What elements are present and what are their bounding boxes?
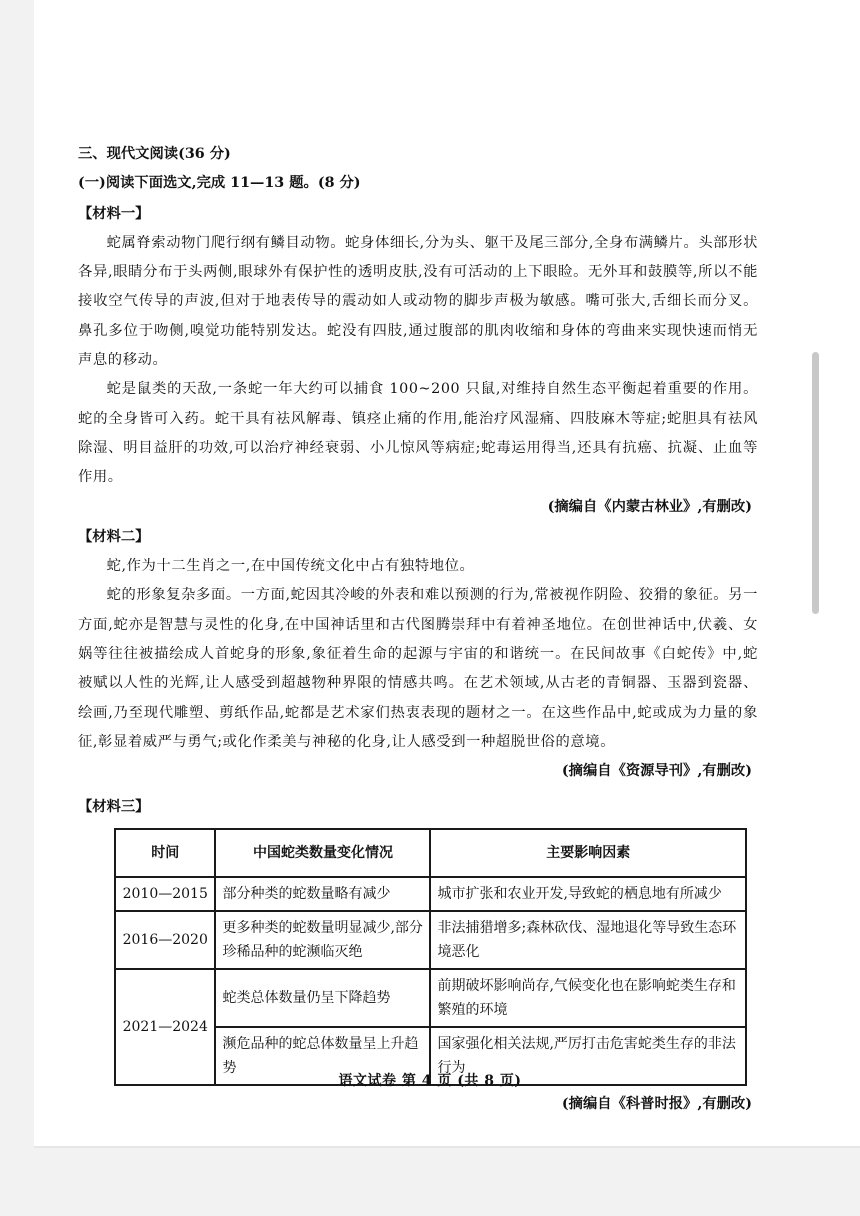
table-header-cell: 时间 <box>115 829 215 877</box>
table-cell-factor: 国家强化相关法规,严厉打击危害蛇类生存的非法行为 <box>430 1027 746 1085</box>
page-content <box>78 140 758 1119</box>
table-cell-change: 更多种类的蛇数量明显减少,部分珍稀品种的蛇濒临灭绝 <box>215 911 430 969</box>
material3-source: (摘编自《科普时报》,有删改) <box>561 1095 752 1112</box>
table-row <box>115 877 746 911</box>
table-cell-time: 2016—2020 <box>115 911 215 969</box>
table-cell-factor: 城市扩张和农业开发,导致蛇的栖息地有所减少 <box>430 877 746 911</box>
page-footer: 语文试卷 第 4 页 (共 8 页) <box>338 1073 522 1089</box>
material2-title: 【材料二】 <box>78 528 150 545</box>
table-cell-factor: 非法捕猎增多;森林砍伐、湿地退化等导致生态环境恶化 <box>430 911 746 969</box>
table-cell-change: 蛇类总体数量仍呈下降趋势 <box>215 969 430 1027</box>
material1-title: 【材料一】 <box>78 205 150 222</box>
table-cell-time: 2021—2024 <box>115 969 215 1085</box>
table-header-cell: 中国蛇类数量变化情况 <box>215 829 430 877</box>
table-header-row <box>115 829 746 877</box>
material1-source: (摘编自《内蒙古林业》,有删改) <box>547 498 752 515</box>
scrollbar-thumb[interactable] <box>812 352 819 614</box>
material1-paragraph: 蛇属脊索动物门爬行纲有鳞目动物。蛇身体细长,分为头、躯干及尾三部分,全身布满鳞片。头部形状各异,眼睛分布于头两侧,眼球外有保护性的透明皮肤,没有可活动的上下眼睑。无外耳和鼓膜等,所以不能接收空气传导的声波,但对于地表传导的震动如人或动物的脚步声极为敏感。嘴可张大,舌细长而分叉。鼻孔多位于吻侧,嗅觉功能特别发达。蛇没有四肢,通过腹部的肌肉收缩和身体的弯曲来实现快速而悄无声息的移动。 <box>78 234 758 369</box>
table-row <box>115 911 746 969</box>
table-cell-factor: 前期破坏影响尚存,气候变化也在影响蛇类生存和繁殖的环境 <box>430 969 746 1027</box>
material2-paragraph: 蛇,作为十二生肖之一,在中国传统文化中占有独特地位。 <box>106 558 475 575</box>
section-heading: 三、现代文阅读(36 分) <box>78 146 231 162</box>
table-header-cell: 主要影响因素 <box>430 829 746 877</box>
question-heading: (一)阅读下面选文,完成 11—13 题。(8 分) <box>78 175 361 192</box>
material2-paragraph: 蛇的形象复杂多面。一方面,蛇因其冷峻的外表和难以预测的行为,常被视作阴险、狡猾的象征。另一方面,蛇亦是智慧与灵性的化身,在中国神话里和古代图腾崇拜中有着神圣地位。在创世神话中,伏羲、女娲等往往被描绘成人首蛇身的形象,象征着生命的起源与宇宙的和谐统一。在民间故事《白蛇传》中,蛇被赋以人性的光辉,让人感受到超越物种界限的情感共鸣。在艺术领域,从古老的青铜器、玉器到瓷器、绘画,乃至现代雕塑、剪纸作品,蛇都是艺术家们热衷表现的题材之一。在这些作品中,蛇或成为力量的象征,彰显着威严与勇气;或化作柔美与神秘的化身,让人感受到一种超脱世俗的意境。 <box>78 587 758 750</box>
table-cell-time: 2010—2015 <box>115 877 215 911</box>
material1-paragraph: 蛇是鼠类的天敌,一条蛇一年大约可以捕食 100~200 只鼠,对维持自然生态平衡起着重要的作用。蛇的全身皆可入药。蛇干具有祛风解毒、镇痉止痛的作用,能治疗风湿痛、四肢麻木等症;蛇胆具有祛风除湿、明目益肝的功效,可以治疗神经衰弱、小儿惊风等病症;蛇毒运用得当,还具有抗癌、抗凝、止血等作用。 <box>78 381 758 486</box>
material3-title: 【材料三】 <box>78 798 150 815</box>
table-row <box>115 969 746 1027</box>
table-cell-change: 部分种类的蛇数量略有减少 <box>215 877 430 911</box>
table-cell-change: 濒危品种的蛇总体数量呈上升趋势 <box>215 1027 430 1085</box>
snake-data-table <box>114 828 747 1086</box>
page-edge <box>34 1146 860 1148</box>
material2-source: (摘编自《资源导刊》,有删改) <box>561 763 752 780</box>
